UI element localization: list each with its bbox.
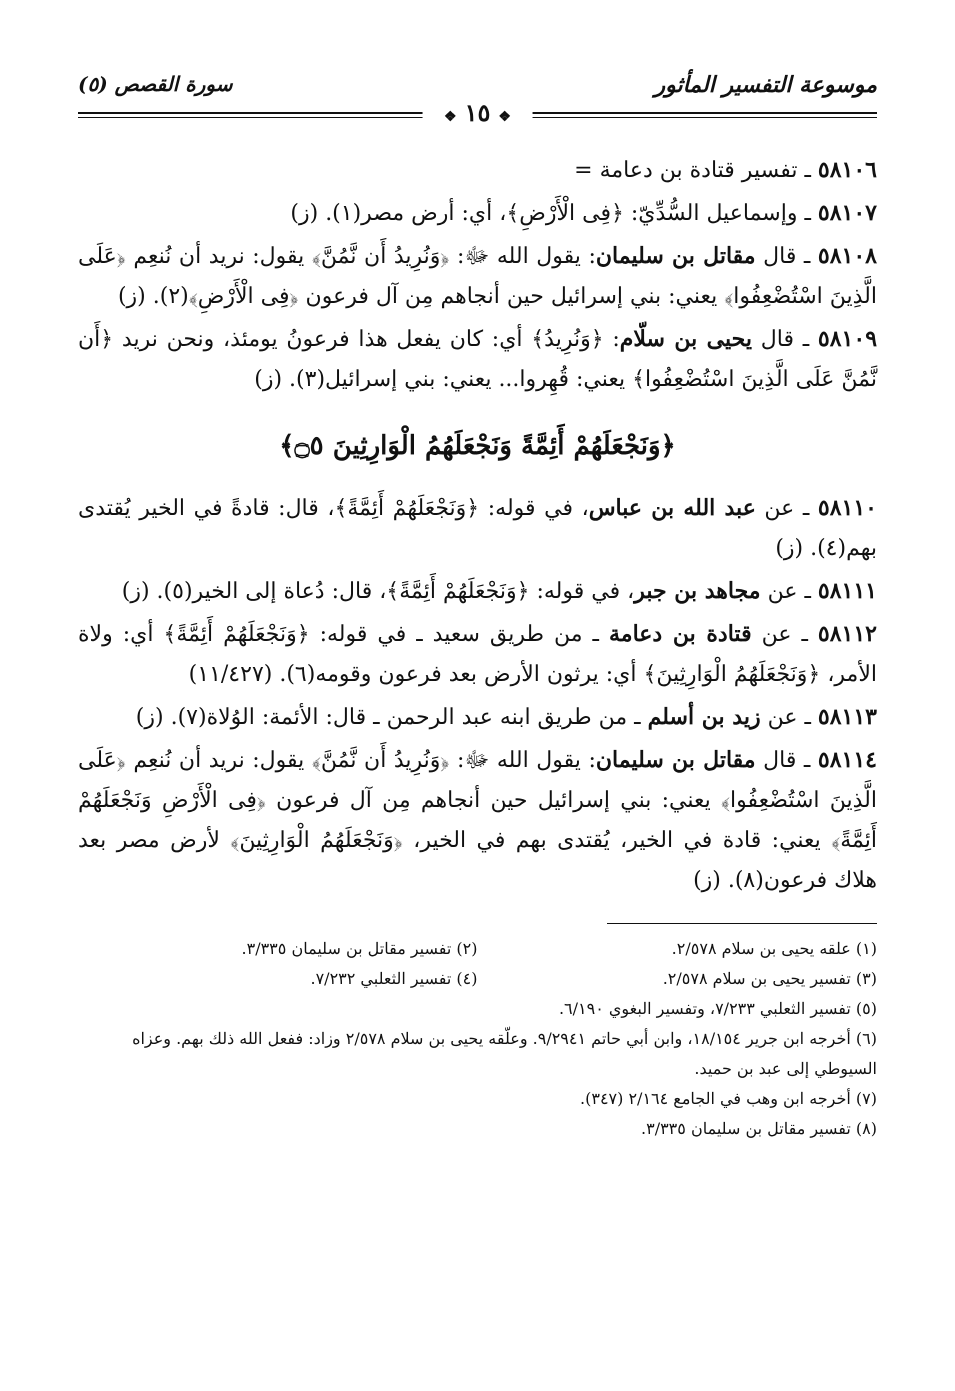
page-number: ❖ ١٥ ❖ xyxy=(422,98,533,127)
paragraph xyxy=(78,614,877,695)
page-header xyxy=(78,60,877,127)
footnote-row xyxy=(78,964,877,994)
surah-title: سورة القصص (٥) xyxy=(78,72,233,96)
narrator-name: يحيى بن سلّام xyxy=(619,326,752,352)
entry-text: ـ من طريق سعيد ـ في قوله: ﴿وَنَجْعَلَهُمْ أَئِمَّةً﴾ أي: ولاة الأمر، ﴿وَنَجْعَلَهُمُ الْوَارِثِينَ﴾ أي: يرثون الأرض بعد فرعون وقومه(٦). (١١/٤٢٧) xyxy=(78,622,877,687)
main-text xyxy=(78,150,877,901)
entry-text: ، في قوله: ﴿وَنَجْعَلَهُمْ أَئِمَّةً﴾، قال: دُعاة إلى الخير(٥). (ز) xyxy=(121,579,635,604)
footnote-row xyxy=(78,934,877,964)
footnote: (٢) تفسير مقاتل بن سليمان ٣/٣٣٥. xyxy=(241,939,478,958)
paragraph xyxy=(78,319,877,400)
book-title: موسوعة التفسير المأثور xyxy=(654,72,877,98)
entry-text: : يقول الله ﷻ: ﴿وَنُرِيدُ أَن نَّمُنَّ﴾ يقول: نريد أن نُنعِم ﴿عَلَى الَّذِينَ اسْتُضْعِفُوا﴾ يعني: بني إسرائيل حين أنجاهم مِن آل فرعون ﴿فِى الْأَرْضِ﴾(٢). (ز) xyxy=(78,244,877,309)
footnote: (٨) تفسير مقاتل بن سليمان ٣/٣٣٥. xyxy=(641,1119,877,1138)
narrator-name: مجاهد بن جبر xyxy=(634,578,761,604)
paragraph xyxy=(78,193,877,234)
entry-number: ٥٨١٠٦ xyxy=(817,157,877,183)
footnote: (٣) تفسير يحيى بن سلام ٢/٥٧٨. xyxy=(662,969,877,988)
footnote: (٦) أخرجه ابن جرير ١٨/١٥٤، وابن أبي حاتم ٩/٢٩٤١. وعلّقه يحيى بن سلام ٢/٥٧٨ وزاد: ففعل الله ذلك بهم. وعزاه السيوطي إلى عبد بن حميد. xyxy=(132,1029,877,1078)
entry-text: : يقول الله ﷻ: ﴿وَنُرِيدُ أَن نَّمُنَّ﴾ يقول: نريد أن نُنعِم ﴿عَلَى الَّذِينَ اسْتُضْعِفُوا﴾ يعني: بني إسرائيل حين أنجاهم مِن آل فرعون ﴿فِى الْأَرْضِ وَنَجْعَلَهُمْ أَئِمَّةً﴾ يعني: قادة في الخير، يُقتدى بهم في الخير، ﴿وَنَجْعَلَهُمُ الْوَارِثِينَ﴾ لأرض مصر بعد هلاك فرعون(٨). (ز) xyxy=(78,748,877,893)
footnote-separator xyxy=(607,923,877,924)
entry-number: ٥٨١٠٩ xyxy=(817,326,878,352)
paragraph xyxy=(78,697,877,738)
narrator-name: مقاتل بن سليمان xyxy=(595,747,756,773)
entry-number: ٥٨١١٤ xyxy=(817,747,877,773)
paragraph xyxy=(78,488,877,569)
entry-text: ـ تفسير قتادة بن دعامة = xyxy=(574,158,818,183)
entry-text: ـ من طريق ابنه عبد الرحمن ـ قال: الأئمة: الوُلاة(٧). (ز) xyxy=(135,705,648,730)
entry-number: ٥٨١١٢ xyxy=(817,621,877,647)
paragraph xyxy=(78,150,877,191)
narrator-name: عبد الله بن عباس xyxy=(588,495,756,521)
entry-prefix: ـ عن xyxy=(755,496,818,521)
narrator-name: قتادة بن دعامة xyxy=(609,621,752,647)
entry-prefix: ـ قال xyxy=(755,244,818,269)
entry-text: ، في قوله: ﴿وَنَجْعَلَهُمْ أَئِمَّةً﴾، قال: قادةً في الخير يُقتدى بهم(٤). (ز) xyxy=(78,496,877,561)
entry-prefix: ـ قال xyxy=(755,748,818,773)
entry-text: : ﴿وَنُرِيدُ﴾ أي: كان يفعل هذا فرعونُ يومئذ، ونحن نريد ﴿أَن نَّمُنَّ عَلَى الَّذِينَ اسْتُضْعِفُوا﴾ يعني: قُهِروا... يعني: بني إسرائيل(٣). (ز) xyxy=(78,327,877,392)
paragraph xyxy=(78,571,877,612)
narrator-name: زيد بن أسلم xyxy=(647,704,761,730)
entry-number: ٥٨١٠٨ xyxy=(817,243,877,269)
entry-prefix: ـ عن xyxy=(751,622,818,647)
footnotes xyxy=(78,934,877,1144)
entry-number: ٥٨١٠٧ xyxy=(817,200,877,226)
entry-text: ـ وإسماعيل السُّدِّيّ: ﴿فِى الْأَرْضِ﴾، أي: أرض مصر(١). (ز) xyxy=(290,201,818,226)
verse-heading: ﴿وَنَجْعَلَهُمْ أَئِمَّةً وَنَجْعَلَهُمُ الْوَارِثِينَ ۝٥﴾ xyxy=(279,431,676,461)
entry-prefix: ـ عن xyxy=(760,579,818,604)
footnote: (٧) أخرجه ابن وهب في الجامع ٢/١٦٤ (٣٤٧). xyxy=(580,1089,877,1108)
entry-number: ٥٨١١٠ xyxy=(817,495,877,521)
footnote: (٤) تفسير الثعلبي ٧/٢٣٢. xyxy=(310,969,478,988)
paragraph xyxy=(78,236,877,317)
entry-prefix: ـ عن xyxy=(760,705,818,730)
entry-number: ٥٨١١١ xyxy=(817,578,877,604)
narrator-name: مقاتل بن سليمان xyxy=(595,243,756,269)
footnote: (١) علقه يحيى بن سلام ٢/٥٧٨. xyxy=(671,939,877,958)
paragraph xyxy=(78,740,877,901)
entry-prefix: ـ قال xyxy=(752,327,818,352)
footnote: (٥) تفسير الثعلبي ٧/٢٣٣، وتفسير البغوي ٦/١٩٠. xyxy=(558,999,877,1018)
entry-number: ٥٨١١٣ xyxy=(817,704,877,730)
